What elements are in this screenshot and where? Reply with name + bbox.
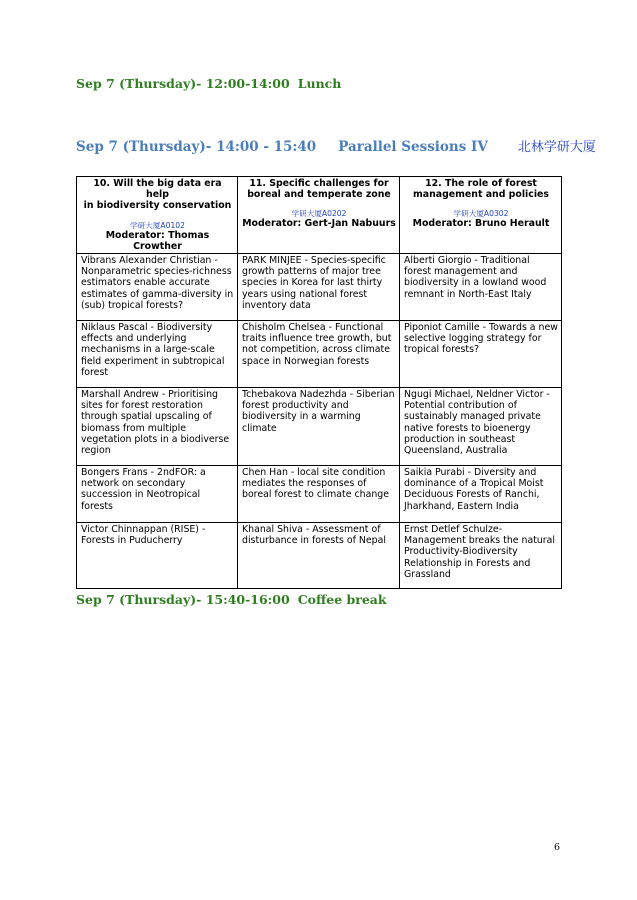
session-11-header	[238, 177, 400, 254]
talk-cell: Bongers Frans - 2ndFOR: a network on secondary succession in Neotropical forests	[77, 466, 238, 523]
lunch-label: Lunch	[297, 76, 342, 91]
session-title: management and policies	[413, 189, 549, 201]
session-header-row	[77, 177, 562, 254]
session-12-header	[400, 177, 562, 254]
parallel-time: Sep 7 (Thursday)- 14:00 - 15:40	[76, 139, 317, 155]
session-moderator: Moderator: Thomas Crowther	[105, 229, 210, 252]
session-moderator: Moderator: Bruno Herault	[412, 218, 550, 230]
session-title: boreal and temperate zone	[247, 189, 391, 201]
talk-cell: Khanal Shiva - Assessment of disturbance in forests of Nepal	[238, 523, 400, 589]
parallel-venue: 北林学研大厦	[517, 140, 596, 155]
talk-cell: Vibrans Alexander Christian - Nonparametric species-richness estimators enable accurate estimates of gamma-diversity in (sub) tropical forests?	[77, 254, 238, 321]
talk-cell: Saikia Purabi - Diversity and dominance of a Tropical Moist Deciduous Forests of Ranchi, Jharkhand, Eastern India	[400, 466, 562, 523]
session-title: 10. Will the big data era help	[93, 178, 222, 201]
table-row	[77, 523, 562, 589]
lunch-heading	[76, 76, 341, 91]
talk-cell: Chen Han - local site condition mediates the responses of boreal forest to climate change	[238, 466, 400, 523]
talk-cell: Ernst Detlef Schulze- Management breaks the natural Productivity-Biodiversity Relationship in Forests and Grassland	[400, 523, 562, 589]
talk-cell: Ngugi Michael, Neldner Victor - Potential contribution of sustainably managed private native forests to bioenergy production in southeast Queensland, Australia	[400, 388, 562, 466]
talk-cell: Alberti Giorgio - Traditional forest management and biodiversity in a lowland wood remnant in North-East Italy	[400, 254, 562, 321]
coffee-label: Coffee break	[297, 592, 387, 607]
table-row	[77, 254, 562, 321]
parallel-label: Parallel Sessions IV	[338, 139, 488, 155]
session-title: 12. The role of forest	[425, 178, 537, 189]
talk-cell: Tchebakova Nadezhda - Siberian forest productivity and biodiversity in a warming climate	[238, 388, 400, 466]
talk-cell: PARK MINJEE - Species-specific growth patterns of major tree species in Korea for last thirty years using national forest inventory data	[238, 254, 400, 321]
coffee-break-heading	[76, 592, 387, 607]
talk-cell: Piponiot Camille - Towards a new selective logging strategy for tropical forests?	[400, 321, 562, 388]
session-room: 学研大厦A0302	[453, 209, 509, 219]
table-row	[77, 466, 562, 523]
table-row	[77, 388, 562, 466]
talk-cell: Marshall Andrew - Prioritising sites for forest restoration through spatial upscaling of biomass from multiple vegetation plots in a biodiverse region	[77, 388, 238, 466]
table-row	[77, 321, 562, 388]
session-room: 学研大厦A0102	[130, 220, 185, 230]
session-title: in biodiversity conservation	[83, 200, 232, 212]
page-number: 6	[554, 842, 561, 853]
talk-cell: Chisholm Chelsea - Functional traits influence tree growth, but not competition, across climate space in Norwegian forests	[238, 321, 400, 388]
lunch-time: Sep 7 (Thursday)- 12:00-14:00	[76, 76, 290, 91]
session-moderator: Moderator: Gert-Jan Nabuurs	[242, 218, 396, 230]
sessions-table	[76, 176, 562, 589]
talk-cell: Victor Chinnappan (RISE) - Forests in Puducherry	[77, 523, 238, 589]
talk-cell: Niklaus Pascal - Biodiversity effects and underlying mechanisms in a large-scale field experiment in subtropical forest	[77, 321, 238, 388]
parallel-sessions-heading	[76, 136, 596, 155]
session-10-header	[77, 177, 238, 254]
session-title: 11. Specific challenges for	[249, 178, 389, 189]
coffee-time: Sep 7 (Thursday)- 15:40-16:00	[76, 592, 290, 607]
session-room: 学研大厦A0202	[291, 209, 347, 219]
